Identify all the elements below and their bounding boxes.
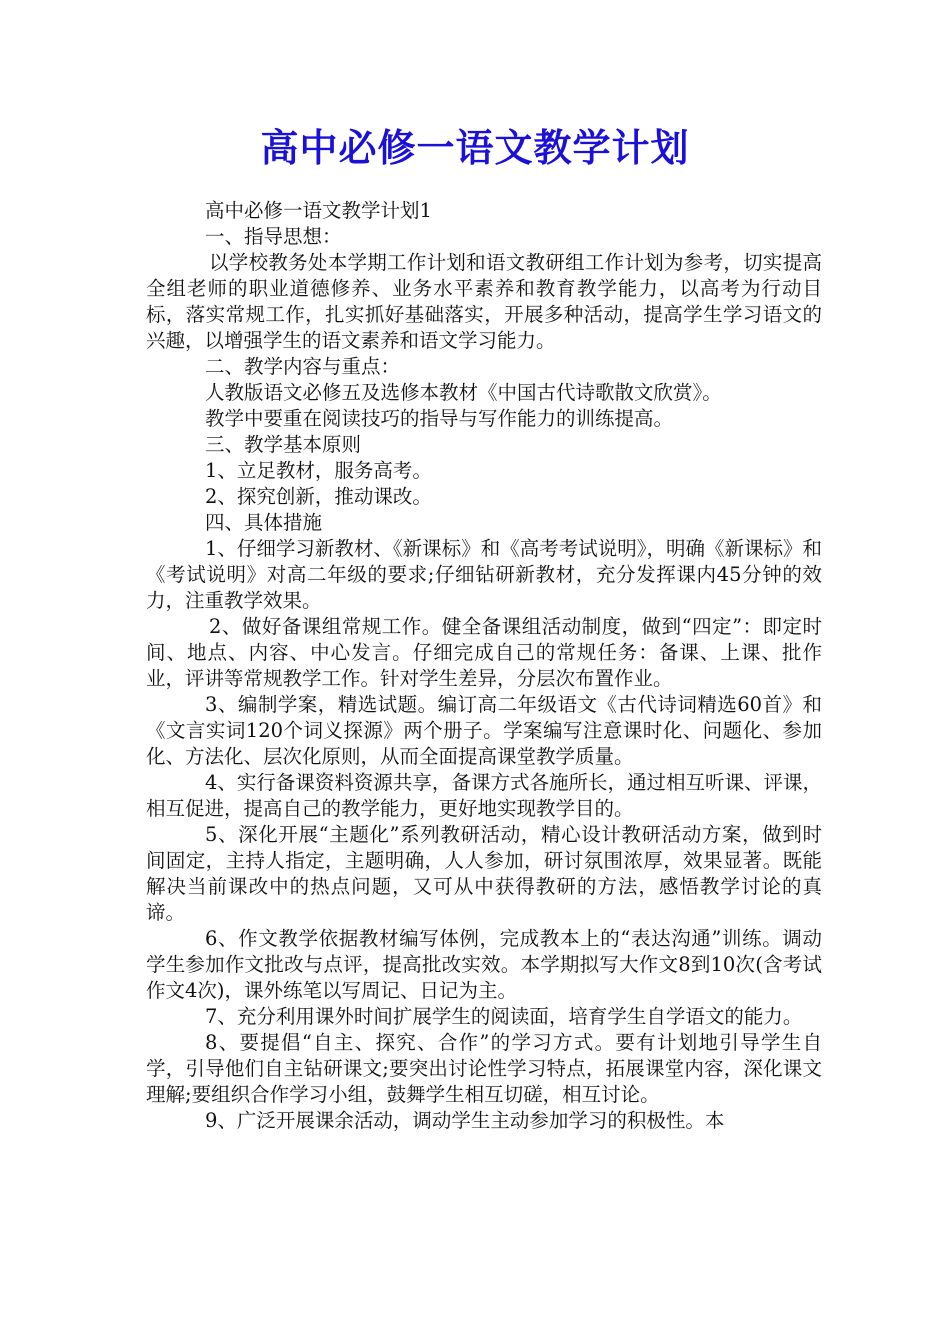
paragraph: 7、充分利用课外时间扩展学生的阅读面，培育学生自学语文的能力。 <box>205 1005 803 1028</box>
paragraph: 9、广泛开展课余活动，调动学生主动参加学习的积极性。本 <box>205 1109 725 1132</box>
paragraph: 8、要提倡“自主、探究、合作”的学习方式。要有计划地引导学生自学，引导他们自主钻研课文;要突出讨论性学习特点，拓展课堂内容，深化课文理解;要组织合作学习小组，鼓舞学生相互切磋，相互讨论。 <box>146 1031 822 1106</box>
paragraph: 以学校教务处本学期工作计划和语文教研组工作计划为参考，切实提高全组老师的职业道德修养、业务水平素养和教育教学能力，以高考为行动目标，落实常规工作，扎实抓好基础落实，开展多种活动，提高学生学习语文的兴趣，以增强学生的语文素养和语文学习能力。 <box>146 251 822 352</box>
paragraph: 4、实行备课资料资源共享，备课方式各施所长，通过相互听课、评课，相互促进，提高自己的教学能力，更好地实现教学目的。 <box>146 771 822 820</box>
paragraph: 6、作文教学依据教材编写体例，完成教本上的“表达沟通”训练。调动学生参加作文批改与点评，提高批改实效。本学期拟写大作文8到10次(含考试作文4次)，课外练笔以写周记、日记为主。 <box>146 927 822 1002</box>
paragraph: 1、仔细学习新教材、《新课标》和《高考考试说明》，明确《新课标》和《考试说明》对高二年级的要求;仔细钻研新教材，充分发挥课内45分钟的效力，注重教学效果。 <box>146 537 822 612</box>
paragraph: 教学中要重在阅读技巧的指导与写作能力的训练提高。 <box>205 407 674 430</box>
paragraph: 2、做好备课组常规工作。健全备课组活动制度，做到“四定”：即定时间、地点、内容、中心发言。仔细完成自己的常规任务：备课、上课、批作业，评讲等常规教学工作。针对学生差异，分层次布置作业。 <box>146 615 822 690</box>
paragraph: 高中必修一语文教学计划1 <box>205 199 432 222</box>
paragraph: 三、教学基本原则 <box>205 433 362 456</box>
paragraph: 1、立足教材，服务高考。 <box>205 459 432 482</box>
paragraph: 一、指导思想： <box>205 225 342 248</box>
document-body <box>146 198 822 1134</box>
paragraph: 人教版语文必修五及选修本教材《中国古代诗歌散文欣赏》。 <box>205 381 722 404</box>
paragraph: 四、具体措施 <box>205 511 323 534</box>
paragraph: 5、深化开展“主题化”系列教研活动，精心设计教研活动方案，做到时间固定，主持人指定，主题明确，人人参加，研讨氛围浓厚，效果显著。既能解决当前课改中的热点问题，又可从中获得教研的方法，感悟教学讨论的真谛。 <box>146 823 822 924</box>
paragraph: 二、教学内容与重点： <box>205 355 401 378</box>
paragraph: 3、编制学案，精选试题。编订高二年级语文《古代诗词精选60首》和《文言实词120个词义探源》两个册子。学案编写注意课时化、问题化、参加化、方法化、层次化原则，从而全面提高课堂教学质量。 <box>146 693 822 768</box>
paragraph: 2、探究创新，推动课改。 <box>205 485 432 508</box>
document-title: 高中必修一语文教学计划 <box>260 125 690 170</box>
